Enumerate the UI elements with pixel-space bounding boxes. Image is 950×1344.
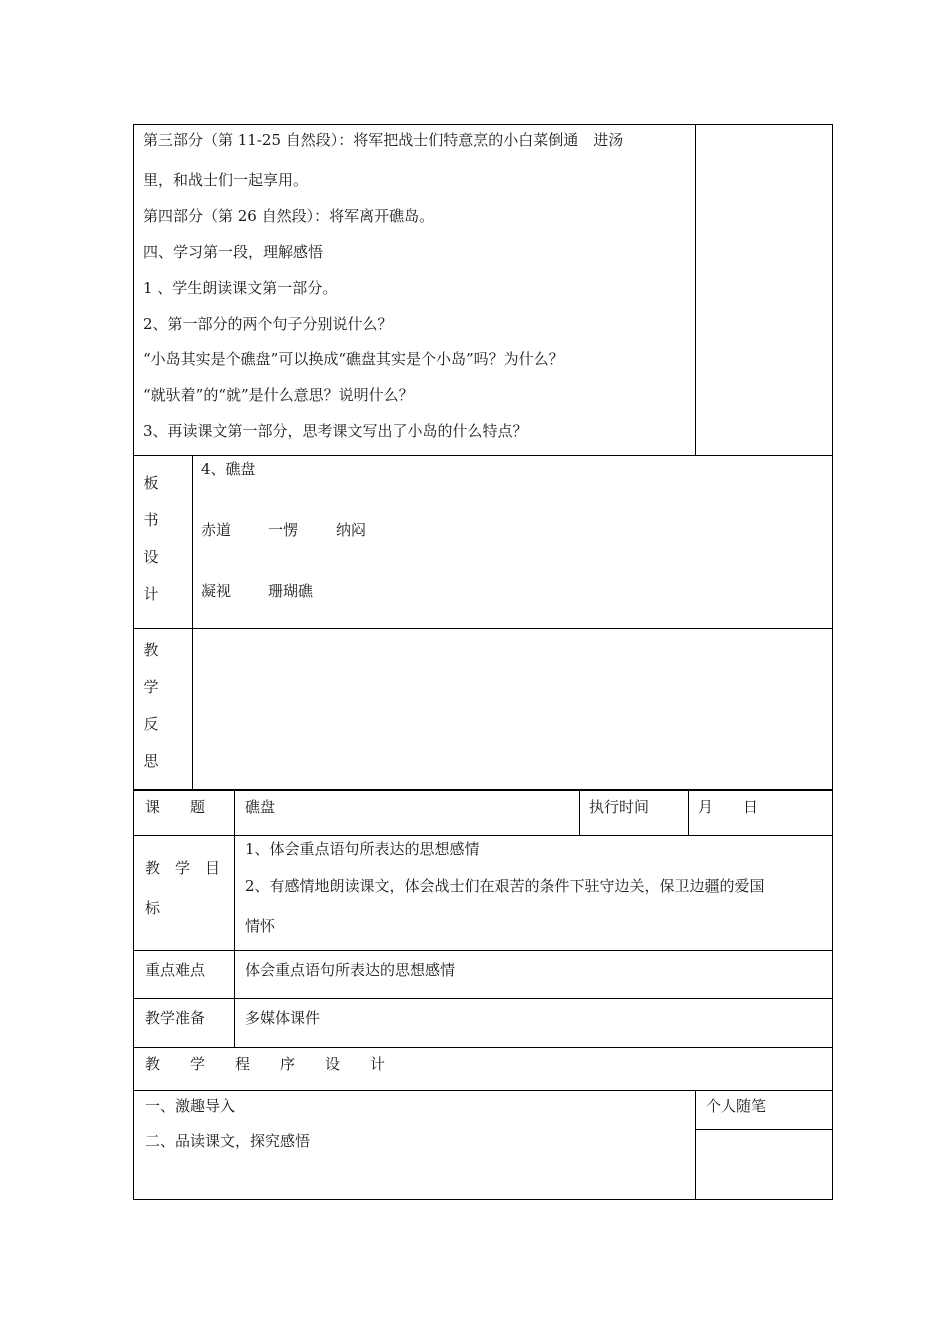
divider-topic-row — [133, 835, 833, 836]
divider-goals-row — [133, 950, 833, 951]
divider-label-column — [192, 455, 193, 790]
topic-label: 课 题 — [145, 798, 206, 816]
prep-value: 多媒体课件 — [245, 1009, 321, 1027]
reflection-label-char: 教 — [143, 641, 159, 659]
divider-reflection-row — [133, 628, 833, 629]
board-title: 4、礁盘 — [201, 460, 256, 478]
key-points-label: 重点难点 — [145, 961, 206, 979]
text-line-question1: “小岛其实是个礁盘”可以换成“礁盘其实是个小岛”吗？为什么？ — [143, 350, 564, 368]
text-line-step3: 3、再读课文第一部分，思考课文写出了小岛的什么特点？ — [143, 422, 528, 440]
text-line-step1: 1 、学生朗读课文第一部分。 — [143, 279, 338, 297]
program-design-header: 教 学 程 序 设 计 — [145, 1055, 386, 1073]
teaching-goals-label-cont: 标 — [145, 899, 161, 917]
divider-topic-value — [579, 790, 580, 835]
text-line-step2: 2、第一部分的两个句子分别说什么？ — [143, 315, 393, 333]
teaching-step: 二、品读课文，探究感悟 — [145, 1132, 311, 1150]
text-line-section4: 四、学习第一段，理解感悟 — [143, 243, 324, 261]
divider-design-header-row — [133, 1090, 833, 1091]
board-word: 一愣 — [268, 521, 299, 539]
board-word: 凝视 — [201, 582, 232, 600]
topic-value: 礁盘 — [245, 798, 276, 816]
teaching-goal-item-cont: 情怀 — [245, 917, 276, 935]
divider-topic-label — [234, 790, 235, 1047]
divider-board-row — [133, 455, 833, 456]
divider-key-points-row — [133, 998, 833, 999]
board-label-char: 板 — [143, 474, 159, 492]
board-word: 赤道 — [201, 521, 232, 539]
text-line-part4: 第四部分（第 26 自然段）：将军离开礁岛。 — [143, 207, 435, 225]
reflection-label-char: 反 — [143, 715, 159, 733]
board-label-char: 书 — [143, 511, 159, 529]
personal-notes-label: 个人随笔 — [706, 1097, 767, 1115]
exec-time-label: 执行时间 — [589, 798, 650, 816]
divider-notes-label — [695, 1129, 833, 1130]
text-line-part3: 第三部分（第 11-25 自然段）：将军把战士们特意烹的小白菜倒通 进汤 — [143, 131, 624, 149]
divider-prep-row — [133, 1047, 833, 1048]
prep-label: 教学准备 — [145, 1009, 206, 1027]
board-word: 珊瑚礁 — [268, 582, 314, 600]
board-word: 纳闷 — [336, 521, 367, 539]
board-label-char: 设 — [143, 548, 159, 566]
teaching-step: 一、激趣导入 — [145, 1097, 236, 1115]
text-line-question2: “就驮着”的“就”是什么意思？说明什么？ — [143, 386, 414, 404]
divider-steps-notes — [695, 1090, 696, 1200]
teaching-goal-item: 1、体会重点语句所表达的思想感情 — [245, 840, 480, 858]
divider-exec-time — [688, 790, 689, 835]
teaching-goals-label: 教 学 目 — [145, 859, 221, 877]
teaching-goal-item: 2、有感情地朗读课文，体会战士们在艰苦的条件下驻守边关，保卫边疆的爱国 — [245, 877, 765, 895]
board-label-char: 计 — [143, 585, 159, 603]
reflection-label-char: 学 — [143, 678, 159, 696]
divider-notes-column — [695, 124, 696, 455]
reflection-label-char: 思 — [143, 752, 159, 770]
text-line-part3-cont: 里，和战士们一起享用。 — [143, 171, 309, 189]
key-points-value: 体会重点语句所表达的思想感情 — [245, 961, 456, 979]
board-design-label — [141, 473, 161, 621]
month-day-field: 月 日 — [698, 798, 759, 816]
teaching-reflection-label — [141, 640, 161, 788]
